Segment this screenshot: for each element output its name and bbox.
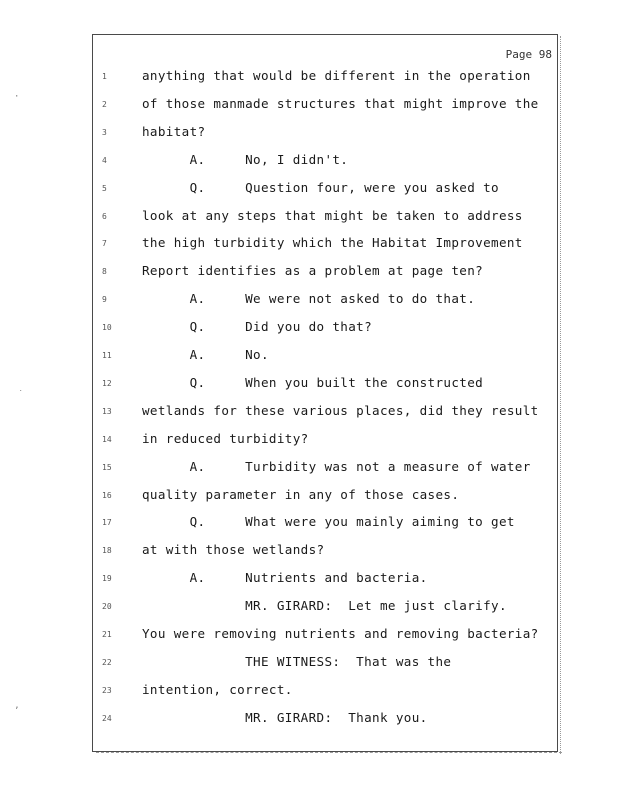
transcript-line <box>92 570 558 590</box>
transcript-line <box>92 431 558 451</box>
line-number: 6 <box>102 211 107 221</box>
line-text: A. Nutrients and bacteria. <box>142 570 428 586</box>
line-text: You were removing nutrients and removing bacteria? <box>142 626 539 641</box>
line-number: 7 <box>102 239 107 249</box>
line-number: 10 <box>102 323 112 333</box>
transcript-line <box>92 291 558 311</box>
line-number: 13 <box>102 406 112 416</box>
line-number: 3 <box>102 127 107 137</box>
line-text: habitat? <box>142 123 206 139</box>
line-text: of those manmade structures that might improve the <box>142 95 539 111</box>
line-number: 17 <box>102 518 112 528</box>
line-text: Q. When you built the constructed <box>142 374 484 390</box>
transcript-line <box>92 347 558 367</box>
line-text: Q. Did you do that? <box>142 319 373 335</box>
transcript-line <box>92 403 558 423</box>
line-text: in reduced turbidity? <box>142 430 309 446</box>
line-number: 5 <box>102 183 107 193</box>
transcript-line <box>92 375 558 395</box>
line-text: the high turbidity which the Habitat Improvement <box>142 235 523 251</box>
line-text: quality parameter in any of those cases. <box>142 486 460 502</box>
margin-speck: ʼ <box>14 706 20 716</box>
line-text: A. We were not asked to do that. <box>142 291 476 307</box>
transcript-line <box>92 152 558 172</box>
line-text: look at any steps that might be taken to address <box>142 207 523 223</box>
line-number: 2 <box>102 99 107 109</box>
line-number: 16 <box>102 490 112 500</box>
margin-speck: ˙ <box>18 390 24 400</box>
line-number: 22 <box>102 657 112 667</box>
line-number: 14 <box>102 434 112 444</box>
line-number: 1 <box>102 72 107 81</box>
transcript-line <box>92 180 558 200</box>
line-text: intention, correct. <box>142 681 293 697</box>
line-text: MR. GIRARD: Thank you. <box>142 709 428 725</box>
transcript-line <box>92 263 558 283</box>
page-bottom-shadow <box>96 752 562 756</box>
line-number: 11 <box>102 351 112 360</box>
transcript-line <box>92 514 558 534</box>
page-edge-shadow <box>560 36 563 754</box>
transcript-line <box>92 626 558 646</box>
line-number: 4 <box>102 155 107 165</box>
line-text: Report identifies as a problem at page ten? <box>142 263 484 279</box>
line-text: Q. Question four, were you asked to <box>142 179 499 195</box>
line-number: 9 <box>102 295 107 305</box>
line-number: 18 <box>102 546 112 556</box>
line-text: wetlands for these various places, did they result <box>142 402 539 418</box>
transcript-line <box>92 598 558 618</box>
transcript-line <box>92 68 558 88</box>
margin-speck: · <box>14 92 20 102</box>
line-text: at with those wetlands? <box>142 542 325 558</box>
page-number: Page 98 <box>505 48 552 61</box>
transcript-line <box>92 96 558 116</box>
transcript-line <box>92 124 558 144</box>
transcript-line <box>92 208 558 228</box>
line-number: 21 <box>102 630 112 639</box>
transcript-line <box>92 710 558 730</box>
line-number: 24 <box>102 713 112 723</box>
transcript-line <box>92 487 558 507</box>
line-number: 23 <box>102 685 112 695</box>
line-number: 15 <box>102 462 112 472</box>
line-text: A. No, I didn't. <box>142 151 349 167</box>
line-text: anything that would be different in the operation <box>142 68 531 83</box>
line-number: 8 <box>102 267 107 277</box>
line-number: 12 <box>102 378 112 388</box>
transcript-line <box>92 682 558 702</box>
transcript-line <box>92 542 558 562</box>
line-text: A. No. <box>142 347 269 362</box>
transcript-line <box>92 319 558 339</box>
line-text: MR. GIRARD: Let me just clarify. <box>142 598 507 614</box>
line-text: Q. What were you mainly aiming to get <box>142 514 515 530</box>
transcript-line <box>92 459 558 479</box>
line-number: 20 <box>102 602 112 612</box>
line-text: THE WITNESS: That was the <box>142 653 452 669</box>
line-number: 19 <box>102 574 112 584</box>
transcript-line <box>92 654 558 674</box>
line-text: A. Turbidity was not a measure of water <box>142 458 531 474</box>
transcript-line <box>92 235 558 255</box>
